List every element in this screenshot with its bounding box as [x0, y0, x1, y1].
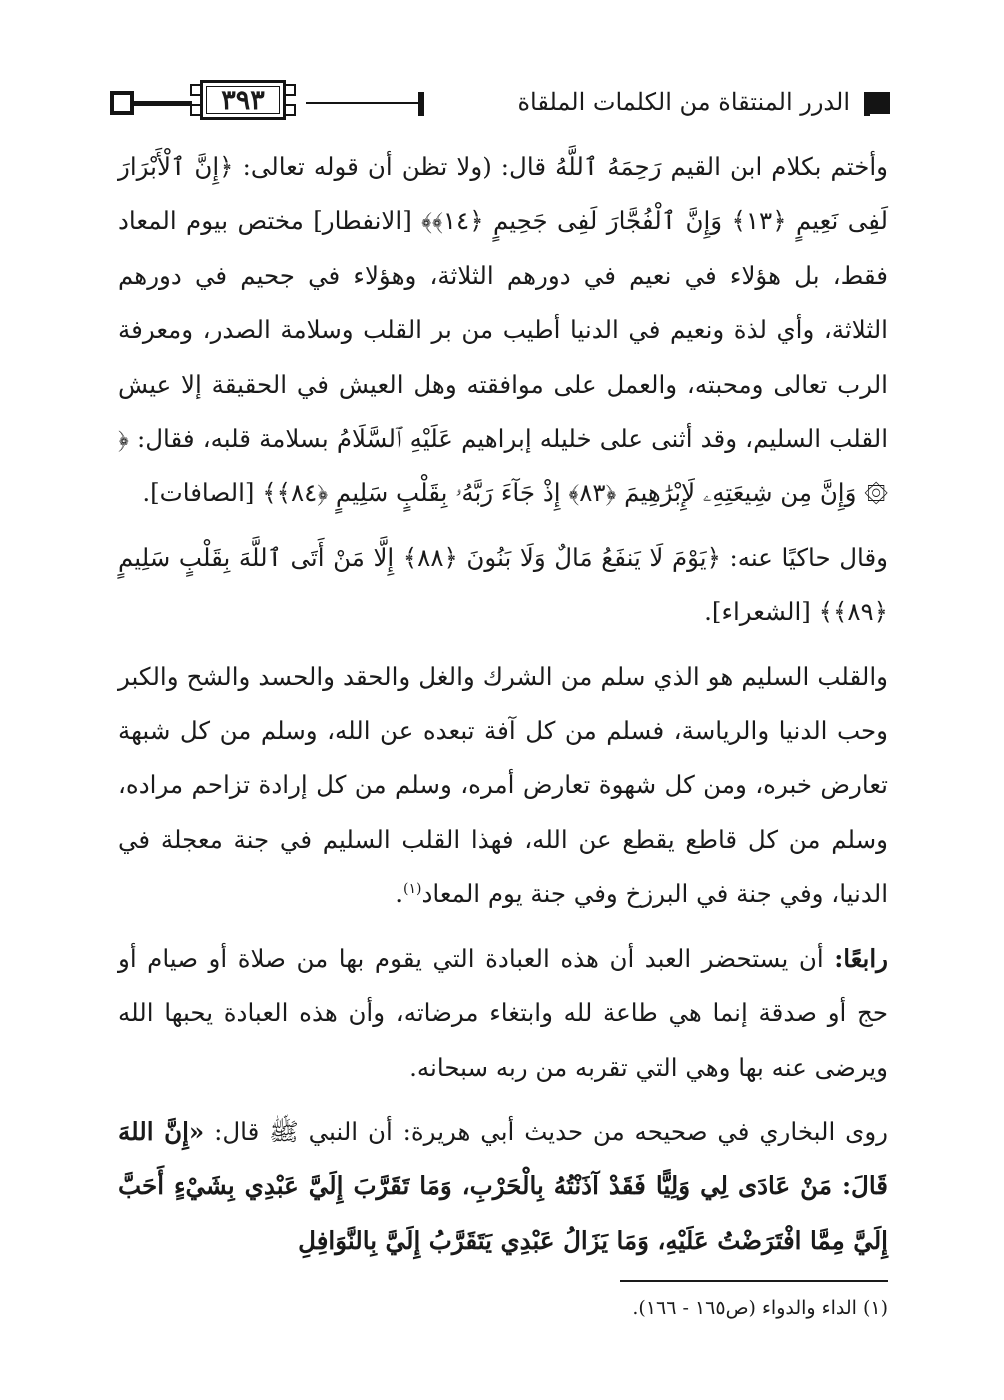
header-ornament-right	[868, 92, 890, 114]
paragraph-ibn-alqayyim: وأختم بكلام ابن القيم رَحِمَهُ ٱللَّهُ قال: (ولا تظن أن قوله تعالى: ﴿إِنَّ ٱلْأَبْرَارَ لَفِى نَعِيمٍ ﴿١٣﴾ وَإِنَّ ٱلْفُجَّارَ لَفِى جَحِيمٍ ﴿١٤﴾﴾ [الانفطار] مختص بيوم المعاد فقط، بل هؤلاء في نعيم في دورهم الثلاثة، وهؤلاء في جحيم في دورهم الثلاثة، وأي لذة ونعيم في الدنيا أطيب من بر القلب وسلامة الصدر، ومعرفة الرب تعالى ومحبته، والعمل على موافقته وهل العيش في الحقيقة إلا عيش القلب السليم، وقد أثنى على خليله إبراهيم عَلَيْهِ ٱلسَّلَامُ بسلامة قلبه، فقال: ﴿ ۞ وَإِنَّ مِن شِيعَتِهِۦ لَإِبْرَٰهِيمَ ﴿٨٣﴾ إِذْ جَآءَ رَبَّهُۥ بِقَلْبٍ سَلِيمٍ ﴿٨٤﴾﴾ [الصافات].	[118, 152, 888, 508]
footnote-rule	[620, 1280, 888, 1282]
paragraph-sound-heart	[118, 650, 888, 922]
book-title: الدرر المنتقاة من الكلمات الملقاة	[517, 88, 850, 116]
paragraph-hadith	[118, 1105, 888, 1268]
hadith-text: «إِنَّ اللهَ قَالَ: مَنْ عَادَى لِي وَلِيًّا فَقَدْ آذَنْتُهُ بِالْحَرْبِ، وَمَا تَقَرَّبَ إِلَيَّ عَبْدِي بِشَيْءٍ أَحَبَّ إِلَيَّ مِمَّا افْتَرَضْتُ عَلَيْهِ، وَمَا يَزَالُ عَبْدِي يَتَقَرَّبُ إِلَيَّ بِالنَّوَافِلِ	[118, 1116, 888, 1255]
header-rule	[130, 101, 192, 106]
section-lead: رابعًا:	[834, 943, 889, 973]
header-rule	[306, 102, 418, 104]
hadith-intro: روى البخاري في صحيحه من حديث أبي هريرة: أن النبي ﷺ قال:	[214, 1116, 888, 1146]
paragraph-text: والقلب السليم هو الذي سلم من الشرك والغل والحقد والحسد والشح والكبر وحب الدنيا والرياسة، فسلم من كل آفة تبعده عن الله، وسلم من كل شبهة تعارض خبره، ومن كل شهوة تعارض أمره، وسلم من كل إرادة تزاحم مراده، وسلم من كل قاطع يقطع عن الله، فهذا القلب السليم في جنة معجلة في الدنيا، وفي جنة في البرزخ وفي جنة يوم المعاد	[118, 661, 888, 909]
paragraph-fourth	[118, 932, 888, 1095]
paragraph-text: أن يستحضر العبد أن هذه العبادة التي يقوم بها من صلاة أو صيام أو حج أو صدقة إنما هي طاعة لله وابتغاء مرضاته، وأن هذه العبادة يحبها الله ويرضى عنه بها وهي التي تقربه من ربه سبحانه.	[118, 943, 888, 1082]
page-body	[118, 140, 888, 1278]
paragraph-end: .	[395, 879, 403, 909]
header-rule-bar	[418, 92, 424, 116]
footnote-ref: (١)	[403, 881, 422, 898]
page-number-frame	[188, 80, 300, 124]
paragraph-quote-shuara: وقال حاكيًا عنه: ﴿يَوْمَ لَا يَنفَعُ مَالٌ وَلَا بَنُونَ ﴿٨٨﴾ إِلَّا مَنْ أَتَى ٱللَّهَ بِقَلْبٍ سَلِيمٍ ﴿٨٩﴾﴾ [الشعراء].	[118, 542, 888, 627]
footnote: (١) الداء والدواء (ص١٦٥ - ١٦٦).	[632, 1297, 888, 1319]
page-number: ٣٩٣	[221, 85, 265, 116]
page-header	[110, 80, 890, 128]
